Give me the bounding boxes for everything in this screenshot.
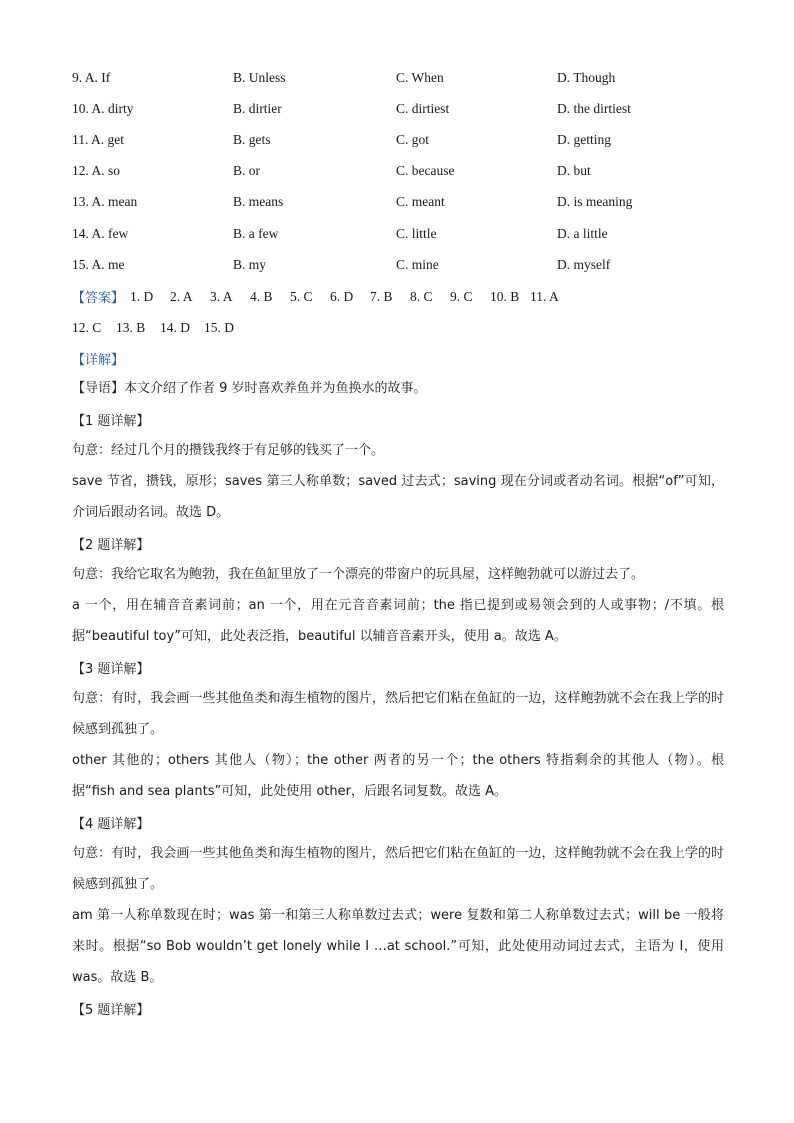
option-row — [72, 156, 724, 187]
option-a: 14. A. few — [72, 225, 129, 241]
answer-item: 13. B — [116, 319, 146, 335]
options-list — [72, 62, 724, 280]
section-heading: 【2 题详解】 — [72, 538, 150, 554]
option-d: D. the dirtiest — [557, 100, 631, 116]
sentence-meaning: 句意：有时，我会画一些其他鱼类和海生植物的图片，然后把它们粘在鱼缸的一边，这样鲍勃就不会在我上学的时候感到孤独了。 — [72, 691, 724, 738]
explanation-paragraph: save 节省，攒钱，原形；saves 第三人称单数；saved 过去式；saving 现在分词或者动名词。根据“of”可知，介词后跟动名词。故选 D。 — [72, 474, 724, 521]
answer-line-1 — [72, 281, 724, 312]
detail-heading: 【详解】 — [72, 352, 125, 368]
answer-item: 3. A — [210, 288, 233, 304]
explanation-paragraph: other 其他的；others 其他人（物）；the other 两者的另一个；the others 特指剩余的其他人（物）。根据“fish and sea plants”可知，此处使用 other，后跟名词复数。故选 A。 — [72, 753, 724, 800]
option-a: 9. A. If — [72, 69, 111, 85]
option-b: B. gets — [233, 131, 271, 147]
answer-item: 9. C — [450, 288, 473, 304]
section-heading: 【5 题详解】 — [72, 1003, 150, 1019]
option-row — [72, 62, 724, 93]
answer-item: 5. C — [290, 288, 313, 304]
option-a: 12. A. so — [72, 163, 121, 179]
sentence-meaning: 句意：我给它取名为鲍勃，我在鱼缸里放了一个漂亮的带窗户的玩具屋，这样鲍勃就可以游过去了。 — [72, 567, 645, 583]
section-heading: 【3 题详解】 — [72, 662, 150, 678]
option-row — [72, 249, 724, 280]
answer-item: 11. A — [530, 288, 559, 304]
answer-line-2 — [72, 312, 724, 343]
option-row — [72, 124, 724, 155]
option-c: C. because — [396, 163, 455, 179]
option-a: 15. A. me — [72, 256, 125, 272]
answer-item: 12. C — [72, 319, 102, 335]
option-b: B. my — [233, 256, 267, 272]
answer-item: 6. D — [330, 288, 354, 304]
answer-item: 1. D — [130, 288, 154, 304]
answer-item: 4. B — [250, 288, 273, 304]
answer-item: 7. B — [370, 288, 393, 304]
answer-item: 14. D — [160, 319, 190, 335]
answer-item: 8. C — [410, 288, 433, 304]
option-a: 13. A. mean — [72, 194, 138, 210]
option-c: C. mine — [396, 256, 439, 272]
explanation-paragraph: a 一个，用在辅音音素词前；an 一个，用在元音音素词前；the 指已提到或易领会到的人或事物；/不填。根据“beautiful toy”可知，此处表泛指，beautiful 以辅音音素开头，使用 a。故选 A。 — [72, 598, 724, 645]
section-heading: 【4 题详解】 — [72, 817, 150, 833]
option-b: B. or — [233, 163, 260, 179]
document-page — [72, 62, 724, 1024]
option-b: B. a few — [233, 225, 279, 241]
explanation-paragraph: am 第一人称单数现在时；was 第一和第三人称单数过去式；were 复数和第二人称单数过去式；will be 一般将来时。根据“so Bob wouldn’t get lonely while I …at school.”可知，此处使用动词过去式，主语为 I，使用 was。故选 B。 — [72, 908, 724, 986]
option-c: C. little — [396, 225, 437, 241]
option-c: C. meant — [396, 194, 445, 210]
option-d: D. but — [557, 163, 591, 179]
option-c: C. got — [396, 131, 430, 147]
answer-label: 【答案】 — [72, 291, 125, 307]
option-c: C. When — [396, 69, 444, 85]
option-b: B. Unless — [233, 69, 286, 85]
option-d: D. getting — [557, 131, 611, 147]
option-a: 11. A. get — [72, 131, 124, 147]
option-d: D. a little — [557, 225, 608, 241]
answer-item: 2. A — [170, 288, 193, 304]
option-b: B. dirtier — [233, 100, 282, 116]
option-row — [72, 218, 724, 249]
option-d: D. is meaning — [557, 194, 633, 210]
sentence-meaning: 句意：有时，我会画一些其他鱼类和海生植物的图片，然后把它们粘在鱼缸的一边，这样鲍勃就不会在我上学的时候感到孤独了。 — [72, 846, 724, 893]
option-c: C. dirtiest — [396, 100, 450, 116]
option-row — [72, 187, 724, 218]
option-b: B. means — [233, 194, 284, 210]
option-d: D. Though — [557, 69, 616, 85]
option-row — [72, 93, 724, 124]
section-heading: 【1 题详解】 — [72, 414, 150, 430]
answer-item: 10. B — [490, 288, 520, 304]
guide-paragraph: 【导语】本文介绍了作者 9 岁时喜欢养鱼并为鱼换水的故事。 — [72, 381, 427, 397]
option-a: 10. A. dirty — [72, 100, 134, 116]
answer-key — [72, 281, 724, 343]
answer-item: 15. D — [204, 319, 234, 335]
option-d: D. myself — [557, 256, 611, 272]
sentence-meaning: 句意：经过几个月的攒钱我终于有足够的钱买了一个。 — [72, 443, 385, 459]
